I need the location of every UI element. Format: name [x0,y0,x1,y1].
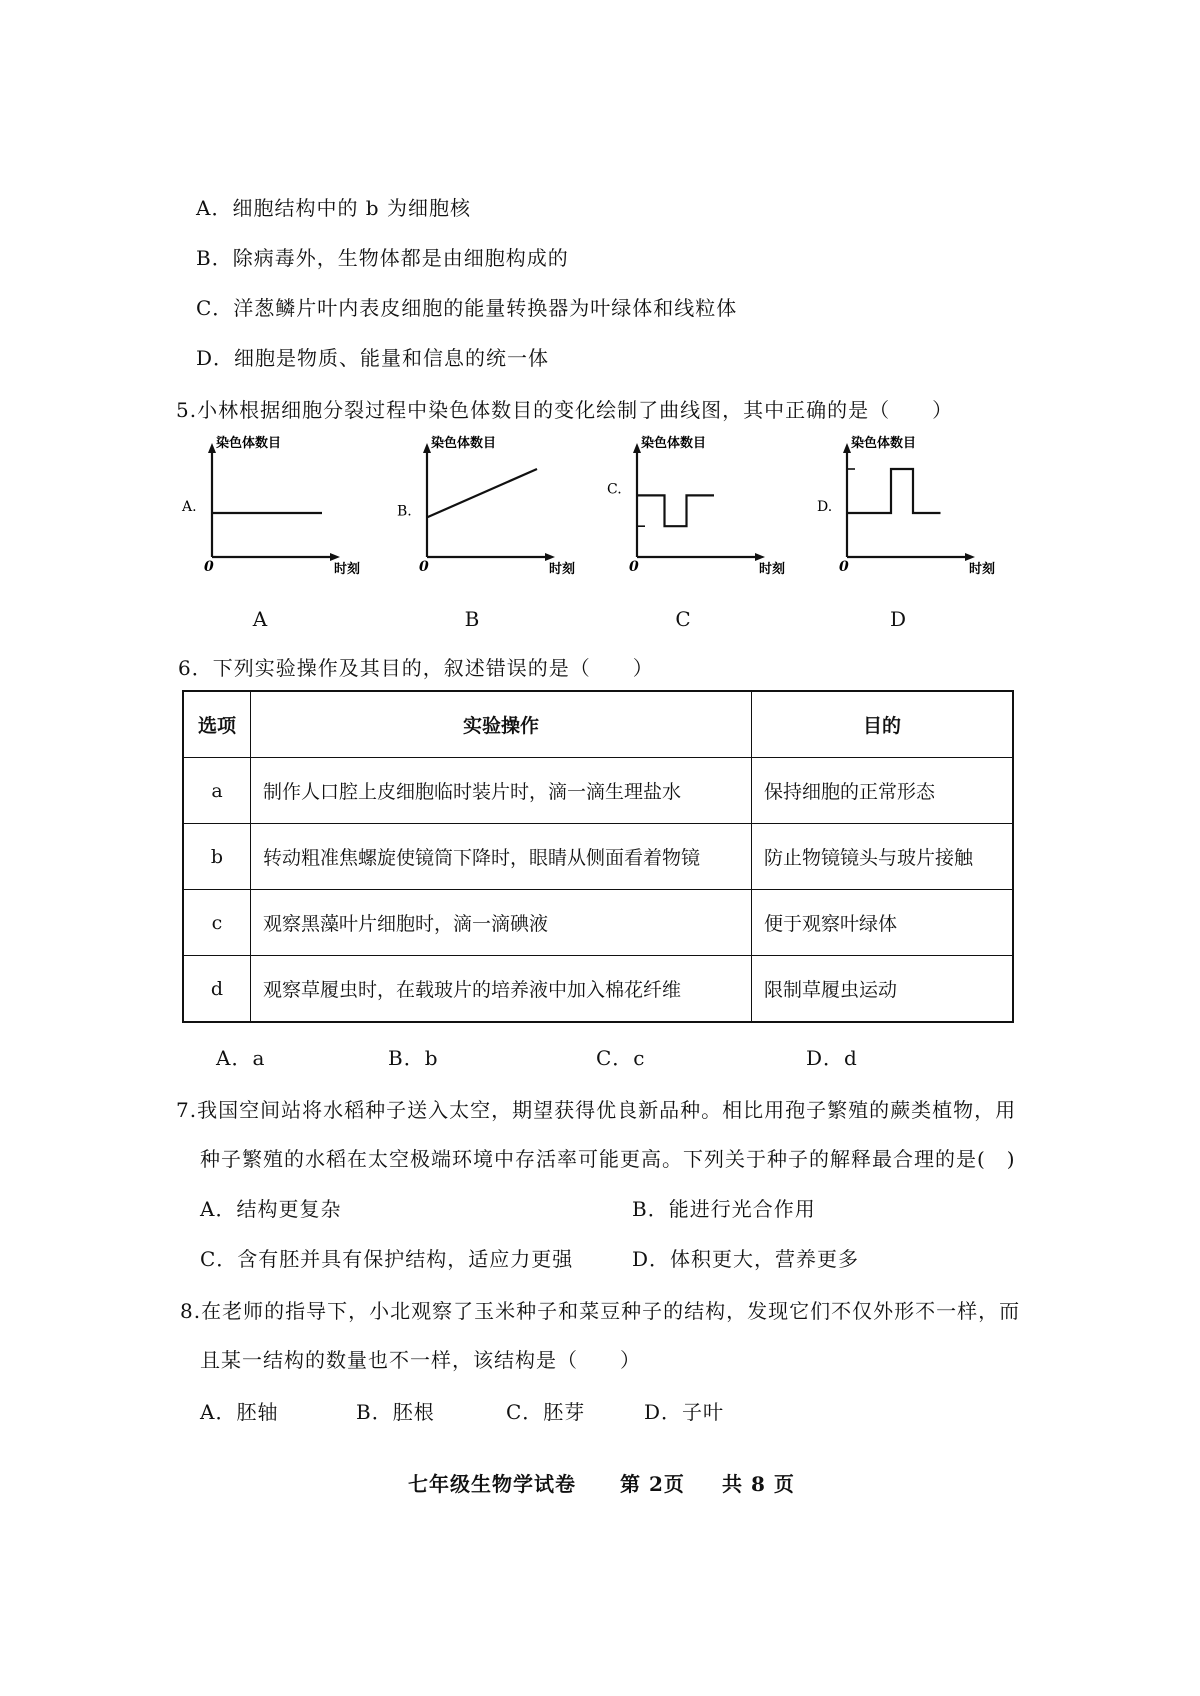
chart-c-svg [605,435,786,595]
footer-total: 共 8 页 [722,1472,795,1496]
q5-stem: 5.小林根据细胞分裂过程中染色体数目的变化绘制了曲线图，其中正确的是（ ） [176,398,954,422]
origin-label: 0 [419,559,429,575]
x-axis-label: 时刻 [759,562,786,577]
chart-d-svg [815,435,996,595]
chart-inner-label: C. [607,481,622,498]
table-row [183,824,1013,890]
chart-inner-label: B. [397,503,412,520]
header-operation: 实验操作 [251,691,752,758]
chart-d [815,435,996,595]
q6-option-d: D．d [806,1046,858,1070]
y-axis-label: 染色体数目 [431,436,497,451]
q8-line1: 8.在老师的指导下，小北观察了玉米种子和菜豆种子的结构，发现它们不仅外形不一样，而 [180,1299,1021,1323]
chart-c [605,435,786,595]
table-row [183,890,1013,956]
q4-option-c: C．洋葱鳞片叶内表皮细胞的能量转换器为叶绿体和线粒体 [196,296,738,320]
table-row [183,758,1013,824]
caption-c: C [675,607,691,631]
x-axis-label: 时刻 [969,562,996,577]
y-axis-label: 染色体数目 [216,436,282,451]
q7-option-c: C．含有胚并具有保护结构，适应力更强 [200,1247,574,1271]
y-axis-arrow [843,443,851,453]
row-operation: 转动粗准焦螺旋使镜筒下降时，眼睛从侧面看着物镜 [251,824,752,890]
q7-line1: 7.我国空间站将水稻种子送入太空，期望获得优良新品种。相比用孢子繁殖的蕨类植物，用 [176,1098,1017,1122]
q8-line2: 且某一结构的数量也不一样，该结构是（ ） [200,1348,641,1372]
y-axis-label: 染色体数目 [641,436,707,451]
row-option: a [183,758,251,824]
q8-option-c: C．胚芽 [506,1400,586,1424]
series-line [427,469,537,517]
q4-option-d: D．细胞是物质、能量和信息的统一体 [196,346,550,370]
x-axis-arrow [330,553,340,561]
chart-b-svg [395,435,576,595]
q7-option-b: B．能进行光合作用 [632,1197,816,1221]
q7-option-d: D．体积更大，营养更多 [632,1247,860,1271]
x-axis-arrow [545,553,555,561]
row-purpose: 防止物镜镜头与玻片接触 [752,824,1014,890]
y-axis-label: 染色体数目 [851,436,917,451]
y-axis-arrow [208,443,216,453]
footer-title: 七年级生物学试卷 [408,1472,576,1496]
table-row [183,956,1013,1023]
header-option: 选项 [183,691,251,758]
y-axis-arrow [633,443,641,453]
footer-page: 第 2页 [620,1472,685,1496]
x-axis-label: 时刻 [334,562,361,577]
q4-option-a: A．细胞结构中的 b 为细胞核 [196,196,471,220]
origin-label: 0 [204,559,214,575]
chart-a [180,435,361,595]
caption-b: B [464,607,480,631]
y-axis-arrow [423,443,431,453]
q6-stem: 6．下列实验操作及其目的，叙述错误的是（ ） [178,656,654,680]
origin-label: 0 [839,559,849,575]
series-line [847,469,941,513]
q6-table [182,690,1014,1023]
q8-option-d: D．子叶 [644,1400,725,1424]
row-purpose: 保持细胞的正常形态 [752,758,1014,824]
caption-a: A [252,607,268,631]
row-operation: 制作人口腔上皮细胞临时装片时，滴一滴生理盐水 [251,758,752,824]
chart-b [395,435,576,595]
q4-option-b: B．除病毒外，生物体都是由细胞构成的 [196,246,569,270]
origin-label: 0 [629,559,639,575]
caption-d: D [889,607,907,631]
q6-option-b: B．b [388,1046,439,1070]
row-option: d [183,956,251,1023]
chart-a-svg [180,435,361,595]
row-operation: 观察草履虫时，在载玻片的培养液中加入棉花纤维 [251,956,752,1023]
row-operation: 观察黑藻叶片细胞时，滴一滴碘液 [251,890,752,956]
chart-inner-label: A. [182,499,197,515]
header-purpose: 目的 [752,691,1014,758]
chart-inner-label: D. [817,499,833,515]
q6-option-c: C．c [596,1046,646,1070]
q8-option-b: B．胚根 [356,1400,435,1424]
q7-line2: 种子繁殖的水稻在太空极端环境中存活率可能更高。下列关于种子的解释最合理的是( ) [200,1147,1016,1171]
x-axis-label: 时刻 [549,562,576,577]
q6-option-a: A．a [216,1046,266,1070]
x-axis-arrow [755,553,765,561]
q5-charts [180,435,1030,635]
q8-option-a: A．胚轴 [200,1400,279,1424]
series-line [637,495,714,526]
row-option: b [183,824,251,890]
row-option: c [183,890,251,956]
table-header-row [183,691,1013,758]
row-purpose: 限制草履虫运动 [752,956,1014,1023]
x-axis-arrow [965,553,975,561]
q7-option-a: A．结构更复杂 [200,1197,342,1221]
row-purpose: 便于观察叶绿体 [752,890,1014,956]
